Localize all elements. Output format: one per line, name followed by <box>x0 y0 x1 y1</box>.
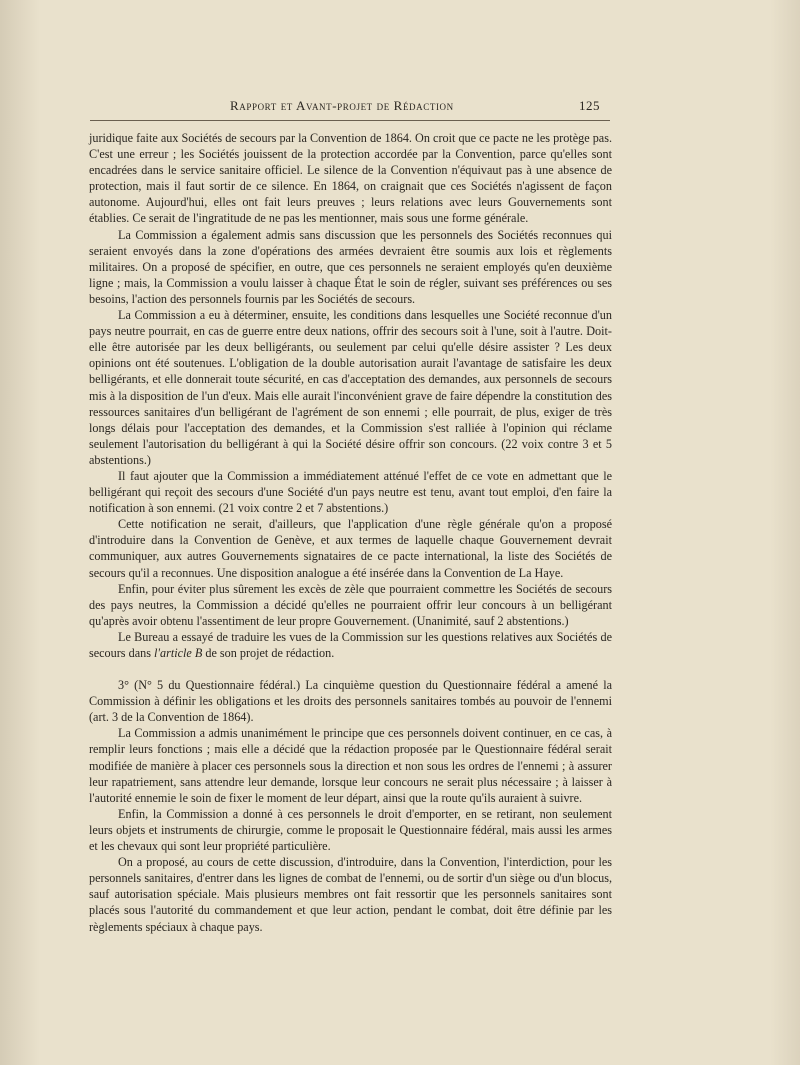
page-number: 125 <box>579 98 600 113</box>
paragraph-bureau <box>89 629 612 661</box>
paragraph: La Commission a également admis sans discussion que les personnels des Sociétés reconnues qui seraient envoyés dans la zone d'opérations des armées devraient être soumis aux lois et règlements militaires. On a proposé de spécifier, en outre, que ces personnels ne seraient employés qu'en deuxième ligne ; mais, la Commission a voulu laisser à chaque État le soin de régler, suivant ses préférences ou ses besoins, l'action des personnels fournis par les Sociétés de secours. <box>89 227 612 306</box>
paragraph: La Commission a eu à déterminer, ensuite, les conditions dans lesquelles une Société reconnue d'un pays neutre pourrait, en cas de guerre entre deux nations, offrir des secours soit à l'une, soit à l'autre. Doit-elle être autorisée par les deux belligérants, ou seulement par celui qu'elle désire assister ? Les deux opinions ont été soutenues. L'obligation de la double autorisation aurait l'avantage de satisfaire les deux belligérants, et elle donnerait toute sécurité, en cas d'acceptation des demandes, aux personnels de secours mis à la disposition de l'un d'eux. Mais elle aurait l'inconvénient grave de faire dépendre la constitution des ressources sanitaires d'un belligérant de l'agrément de son ennemi ; elle pourrait, de plus, exiger de très longs délais pour l'acceptation des demandes, et la Commission s'est ralliée à l'opinion qui réclame seulement l'autorisation du belligérant à qui la Société désire offrir son concours. (22 voix contre 3 et 5 abstentions.) <box>89 308 612 467</box>
paragraph: Enfin, la Commission a donné à ces personnels le droit d'emporter, en se retirant, non seulement leurs objets et instruments de chirurgie, comme le proposait le Questionnaire fédéral, mais aussi les armes et les chevaux qui sont leur propriété particulière. <box>89 806 612 854</box>
article-reference: l'article B <box>153 646 203 660</box>
running-title: Rapport et Avant-projet de Rédaction <box>230 98 454 113</box>
paragraph-section-3: 3° (N° 5 du Questionnaire fédéral.) La cinquième question du Questionnaire fédéral a amené la Commission à définir les obligations et les droits des personnels sanitaires tombés au pouvoir de l'ennemi (art. 3 de la Convention de 1864). <box>89 678 612 725</box>
header-rule <box>90 120 610 121</box>
paragraph: La Commission a admis unanimément le principe que ces personnels doivent continuer, en ce cas, à remplir leurs fonctions ; mais elle a décidé que la rédaction proposée par le Questionnaire fédéral serait modifiée de manière à placer ces personnels sous la direction et non sous les ordres de l'ennemi ; à assurer leur rapatriement, sans attendre leur demande, lorsque leur concours ne serait plus nécessaire ; à laisser à l'autorité ennemie le soin de fixer le moment de leur départ, ainsi que la route qu'ils auraient à suivre. <box>89 726 612 805</box>
bureau-text-before: Le Bureau a essayé de traduire les vues de la Commission sur les questions relatives aux Sociétés de secours dans <box>89 629 612 660</box>
body-text <box>89 130 612 935</box>
paragraph: On a proposé, au cours de cette discussion, d'introduire, dans la Convention, l'interdiction, pour les personnels sanitaires, d'entrer dans les lignes de combat de l'ennemi, ou de sortir d'un siège ou d'un blocus, sauf autorisation spéciale. Mais plusieurs membres ont fait ressortir que les personnels sanitaires sont placés sous l'autorité du commandement et que leur action, pendant le combat, doit être définie par les règlements spéciaux à chaque pays. <box>89 855 612 934</box>
paragraph: Enfin, pour éviter plus sûrement les excès de zèle que pourraient commettre les Sociétés de secours des pays neutres, la Commission a décidé qu'elles ne pourraient offrir leur concours à un belligérant qu'après avoir obtenu l'assentiment de leur propre Gouvernement. (Unanimité, sauf 2 abstentions.) <box>89 581 612 628</box>
paragraph: Il faut ajouter que la Commission a immédiatement atténué l'effet de ce vote en admettant que le belligérant qui reçoit des secours d'une Société d'un pays neutre est tenu, avant tout emploi, d'en faire la notification à son ennemi. (21 voix contre 2 et 7 abstentions.) <box>89 468 612 516</box>
paragraph: Cette notification ne serait, d'ailleurs, que l'application d'une règle générale qu'on a proposé d'introduire dans la Convention de Genève, et aux termes de laquelle chaque Gouvernement devrait communiquer, aux autres Gouvernements signataires de ce pacte international, la liste des Sociétés de secours qu'il a reconnues. Une disposition analogue a été insérée dans la Convention de La Haye. <box>89 517 612 580</box>
bureau-text-after: de son projet de rédaction. <box>202 646 335 660</box>
paragraph: juridique faite aux Sociétés de secours par la Convention de 1864. On croit que ce pacte ne les protège pas. C'est une erreur ; les Sociétés jouissent de la protection accordée par la Convention, parce qu'elles sont encadrées dans le service sanitaire officiel. Le silence de la Convention n'équivaut pas à une absence de protection, mais il faut sortir de ce silence. En 1864, on craignait que ces Sociétés n'agissent de façon autonome. Aujourd'hui, elles ont fait leurs preuves ; leurs relations avec leurs Gouvernements sont établies. Ce serait de l'ingratitude de ne pas les mentionner, mais sous une forme générale. <box>89 131 612 226</box>
page-header <box>90 98 600 118</box>
